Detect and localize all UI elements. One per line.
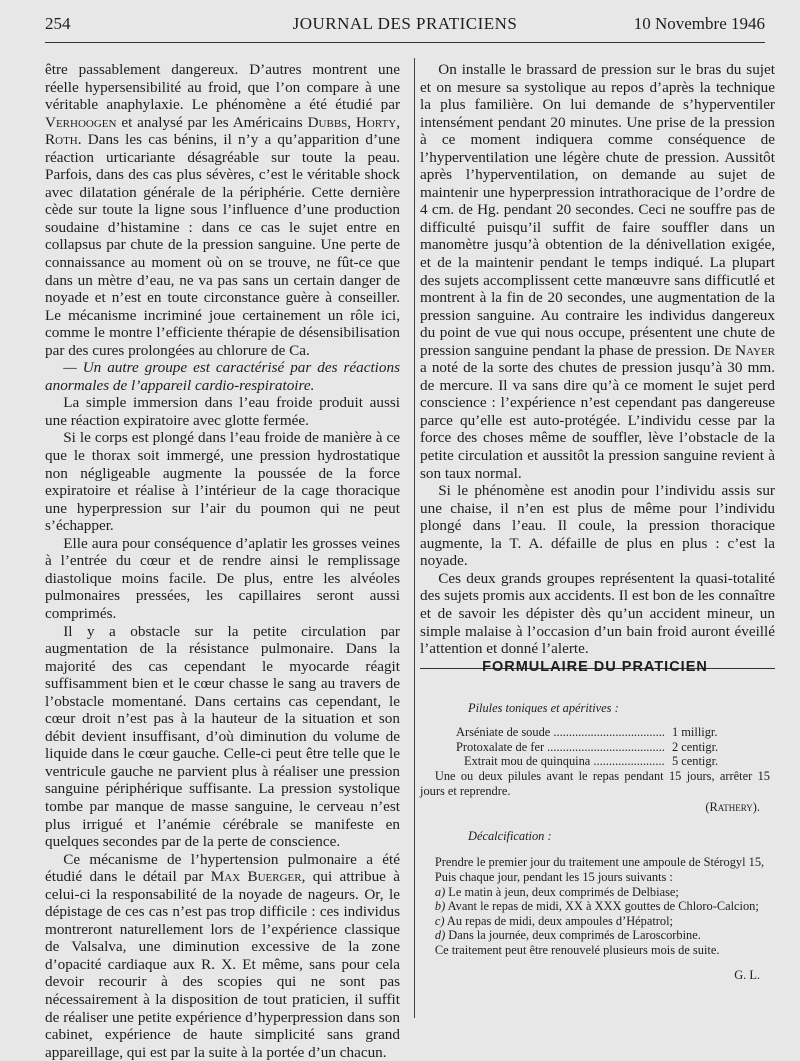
recipe-intro: Puis chaque jour, pendant les 15 jours suivants : — [434, 869, 673, 884]
text-run: , qui attribue à celui-ci la responsabilité de la noyade de nageurs. Or, le dépistage de ces cas n’est pas trop difficile : ces individus montreront naturellement lors de l’expérience classique de Valsalva, une diminution excessive de la zone d’opacité cardiaque aux R. X. Et même, sans pour cela devoir recourir à des scopies qui ne sont pas nécessairement à la disposition de tout praticien, il suffit de réaliser une petite expérience d’hyperpression dans son cabinet, expérience de haute simplicité sans grand appareillage, qui est par la suite à la portée d’un chacun. — [45, 868, 400, 1061]
item-letter: a) — [434, 884, 446, 899]
author-initials: G. L. — [734, 967, 760, 982]
author-name: Max Buerger — [210, 868, 302, 886]
ingredient-dose: 1 milligr. — [672, 725, 718, 740]
page-header — [45, 14, 765, 38]
column-divider — [414, 58, 415, 1018]
author-name: Verhoogen — [45, 113, 117, 131]
ingredient-row — [456, 725, 752, 740]
recipe-signature — [420, 800, 760, 815]
recipe-title: Décalcification : — [468, 828, 552, 843]
recipe-title: Pilules toniques et apéritives : — [468, 700, 619, 715]
paragraph — [45, 61, 400, 359]
item-letter: b) — [434, 899, 446, 914]
paragraph: Il y a obstacle sur la petite circulation par augmentation de la résistance pulmonaire. Dans la majorité des cas cependant le myocarde réagit suffisamment bien et le cœur chasse le sang au travers de l’obstacle momentané. Dans certains cas cependant, le cœur droit n’est pas à la hauteur de la situation et son débit devient insuffisant, d’où diminution du volume de liquide dans le cœur gauche. Celle-ci peut être telle que le ventricule gauche ne parvient plus à réaliser une pression sanguine périphérique suffisante. La pression systolique tombe par manque de masse sanguine, le cerveau n’est plus irrigué et l’anémie cérébrale se manifeste en quelques secondes par de la perte de conscience. — [45, 622, 400, 851]
journal-title: JOURNAL DES PRATICIENS — [292, 14, 518, 33]
recipe-closing: Ce traitement peut être renouvelé plusieurs mois de suite. — [434, 942, 720, 957]
paragraph: Ces deux grands groupes représentent la quasi-totalité des sujets promis aux accidents. Il est bon de les connaître et de savoir les dépister dès qu’un accident mineur, un simple malaise à l’occasion d’un bain froid auront éveillé l’attention et donné l’alerte. — [420, 569, 775, 658]
item-text: Dans la journée, deux comprimés de Laroscorbine. — [445, 928, 701, 943]
ingredient-name: Arséniate de soude ..... — [456, 725, 664, 740]
author-name: De Nayer — [713, 341, 776, 359]
ingredient-name: Protoxalate de fer ..... — [456, 740, 664, 755]
item-text: Le matin à jeun, deux comprimés de Delbiase; — [445, 884, 679, 899]
text-run: . Dans les cas bénins, il n’y a qu’apparition d’une réaction urticariante désagréable sur toute la peau. Parfois, dans des cas plus sévères, c’est le véritable shock avec dilatation générale de la périphérie. Cette dernière cède sur toute la ligne sous l’influence d’une production soudaine d’histamine : dans ce cas le sujet entre en collapsus par chute de la pression sanguine. Une perte de connaissance au moment où on se trouve, ne fût-ce que dans un mètre d’eau, ne va pas sans un certain danger de noyade et n’est en toute circonstance guère à conseiller. Le mécanisme incriminé joue certainement un rôle ici, comme le montre l’efficiente thérapie de désensibilisation par des cures prolongées au chlorure de Ca. — [45, 131, 400, 359]
recipe-item — [420, 928, 770, 943]
recipe-item — [420, 914, 770, 929]
recipe-item — [420, 885, 770, 900]
formulaire-title: FORMULAIRE DU PRATICIEN — [482, 659, 708, 675]
ingredient-row — [464, 754, 752, 769]
issue-date: 10 Novembre 1946 — [633, 14, 765, 33]
text-run: On installe le brassard de pression sur le bras du sujet et on mesure sa systolique au repos d’après la technique la plus familière. On lui demande de s’hyperventiler intensément pendant 20 minutes. Une prise de la pression à ce moment indiquera comme conséquence de l’hyperventilation une légère chute de pression. Aussitôt après l’hyperventilation, on demande au sujet de maintenir une hyperpression intrathoracique de l’ordre de 4 cm. de Hg. pendant 20 secondes. Ceci ne souffre pas de difficulté puisqu’il suffit de faire souffler dans un manomètre jusqu’à obtention de la dénivellation exigée, et de la maintenir pendant le temps indiqué. La plupart des sujets accomplissent cette manœuvre sans difficutlé et montrent à la fin de 20 secondes, une augmentation de la pression sanguine. Au contraire les individus dangereux du point de vue qui nous occupe, présentent une chute de pression sanguine pendant la phase de pression. — [420, 61, 775, 359]
recipe-intro: Prendre le premier jour du traitement une ampoule de Stérogyl 15, — [434, 855, 765, 870]
ingredient-name: Extrait mou de quinquina ..... — [464, 754, 664, 769]
left-column — [45, 61, 400, 1061]
ingredient-dose: 2 centigr. — [672, 739, 719, 754]
text-run: a noté de la sorte des chutes de pression jusqu’à 30 mm. de mercure. Il va sans dire qu’à ce moment le sujet perd conscience : l’expérience n’est cependant pas dangereuse parce qu’elle est auto-protégée. L’individu cesse par la force des choses même de souffler, lève l’obstacle de la petite circulation et aussitôt la pression sanguine revient à son taux normal. — [420, 359, 775, 482]
paragraph — [45, 851, 400, 1061]
ingredient-row — [456, 740, 752, 755]
item-letter: d) — [434, 928, 446, 943]
paragraph-italic: — Un autre groupe est caractérisé par des réactions anormales de l’appareil cardio-respiratoire. — [45, 359, 400, 394]
paragraph: Elle aura pour conséquence d’aplatir les grosses veines à l’entrée du cœur et de rendre ainsi le remplissage diastolique moins facile. De plus, entre les alvéoles pulmonaires pressées, les capillaires seront aussi comprimés. — [45, 534, 400, 622]
author-names: Dubbs, Horty, Roth — [45, 113, 400, 149]
paragraph: La simple immersion dans l’eau froide produit aussi une réaction expiratoire avec glotte fermée. — [45, 394, 400, 429]
page-number: 254 — [45, 14, 71, 33]
text-run: et analysé par les Américains — [116, 113, 308, 131]
text-run: être passablement dangereux. D’autres montrent une réelle hypersensibilité au froid, que l’on compare à une véritable anaphylaxie. Le phénomène a été étudié par — [45, 61, 400, 114]
item-text: Avant le repas de midi, XX à XXX gouttes de Chloro-Calcion; — [445, 899, 759, 914]
header-rule — [45, 42, 765, 43]
formulaire-section — [420, 660, 770, 982]
right-column — [420, 61, 775, 669]
signature-text: (Rathery). — [705, 800, 760, 815]
paragraph: Si le corps est plongé dans l’eau froide de manière à ce que le thorax soit immergé, une pression hydrostatique non négligeable augmente la poussée de la force expiratoire et réalise à l’intérieur de la cage thoracique une hyperpression sur l’air du poumon qui ne peut s’échapper. — [45, 429, 400, 535]
recipe-instructions: Une ou deux pilules avant le repas pendant 15 jours, arrêter 15 jours et reprendre. — [420, 768, 770, 798]
paragraph — [420, 61, 775, 482]
paragraph: Si le phénomène est anodin pour l’individu assis sur une chaise, il n’en est plus de même pour l’individu plongé dans l’eau. Il coule, la pression thoracique augmente, la T. A. défaille de plus en plus : c’est la noyade. — [420, 482, 775, 570]
ingredient-dose: 5 centigr. — [672, 754, 719, 769]
item-text: Au repas de midi, deux ampoules d’Hépatrol; — [444, 913, 673, 928]
text-run: Ce mécanisme de l’hypertension pulmonaire a été étudié dans le détail par — [45, 850, 400, 886]
recipe-item — [420, 899, 770, 914]
item-letter: c) — [434, 913, 445, 928]
